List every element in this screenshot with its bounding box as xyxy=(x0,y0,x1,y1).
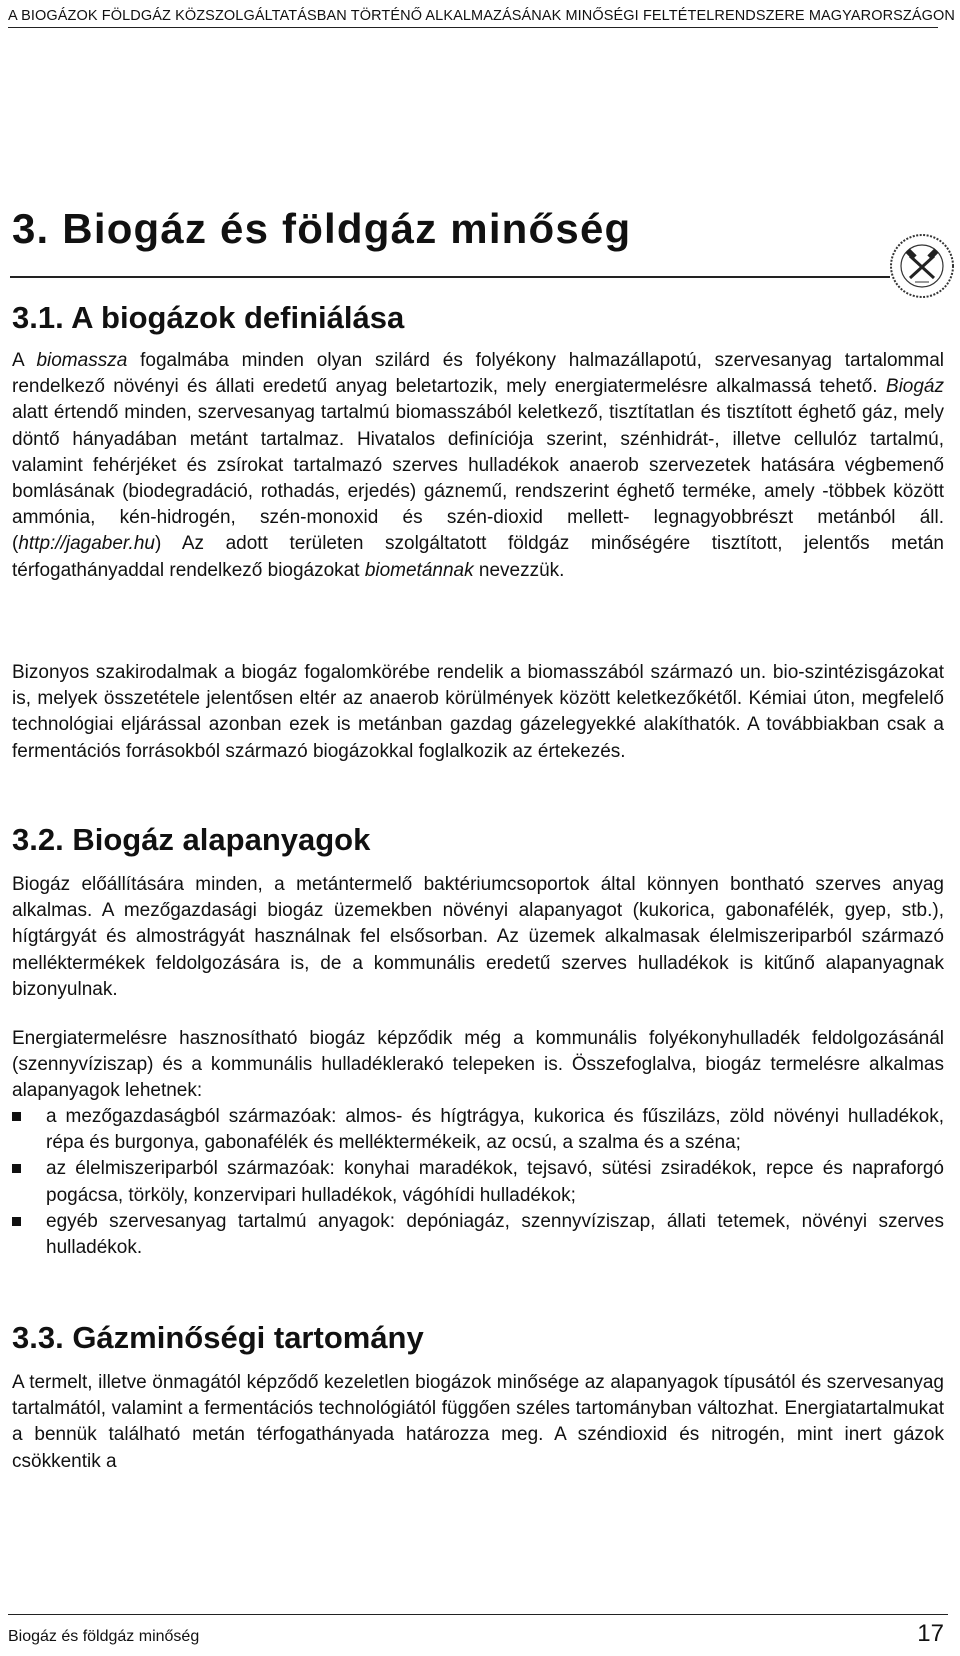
footer-divider xyxy=(8,1614,948,1615)
text-run: A xyxy=(12,350,37,371)
chapter-divider xyxy=(10,276,890,278)
list-item: egyéb szervesanyag tartalmú anyagok: depóniagáz, szennyvíziszap, állati tetemek, növényi szerves hulladékok. xyxy=(12,1209,944,1261)
text-run: alatt értendő minden, szervesanyag tartalmú biomasszából keletkező, tisztítatlan és tisztított éghető gáz, mely döntő hányadában metánt tartalmaz. Hivatalos definíciója szerint, szénhidrát-, illetve cellulóz tartalmú, valamint fehérjéket és zsírokat tartalmazó szerves hulladékok anaerob szervezetek hatására végbemenő bomlásának (biodegradáció, rothadás, erjedés) gáznemű, rendszerint éghető terméke, amely -többek között ammónia, kén-hidrogén, szén-monoxid és szén-dioxid mellett- legnagyobbrészt metánból áll. ( xyxy=(12,402,944,555)
university-seal-icon xyxy=(888,232,956,300)
chapter-title: 3. Biogáz és földgáz minőség xyxy=(12,205,632,252)
term-biomethane: biometánnak xyxy=(364,559,474,581)
footer-chapter-title: Biogáz és földgáz minőség xyxy=(8,1628,200,1645)
paragraph-biogas-definition xyxy=(12,348,944,584)
paragraph-gas-quality-range: A termelt, illetve önmagától képződő kezeletlen biogázok minősége az alapanyagok típusától és szervesanyag tartalmától, valamint a fermentációs technológiától függően széles tartományban változhat. Energiatartalmukat a bennük található metán térfogathányada határozza meg. A széndioxid és nitrogén, mint inert gázok csökkentik a xyxy=(12,1372,944,1472)
text-run: nevezzük. xyxy=(473,559,565,581)
text-run: ) Az adott területen szolgáltatott földgáz minőségére tisztított, jelentős metán térfogathányaddal rendelkező biogázokat xyxy=(12,533,944,581)
section-heading-3-1: 3.1. A biogázok definiálása xyxy=(12,300,405,335)
source-link[interactable]: http://jagaber.hu xyxy=(18,533,155,555)
paragraph-feedstock-summary: Energiatermelésre hasznosítható biogáz képződik még a kommunális folyékonyhulladék feldolgozásánál (szennyvíziszap) és a kommunális hulladéklerakó telepeken is. Összefoglalva, biogáz termelésre alkalmas alapanyagok lehetnek: xyxy=(12,1028,944,1102)
list-item: az élelmiszeriparból származóak: konyhai maradékok, tejsavó, sütési zsiradékok, repce és napraforgó pogácsa, törköly, konzervipari hulladékok, vágóhídi hulladékok; xyxy=(12,1156,944,1208)
running-header: A BIOGÁZOK FÖLDGÁZ KÖZSZOLGÁLTATÁSBAN TÖRTÉNŐ ALKALMAZÁSÁNAK MINŐSÉGI FELTÉTELRENDSZERE MAGYARORSZÁGON xyxy=(8,8,938,28)
bullet-square-icon xyxy=(12,1112,21,1121)
term-biogas: Biogáz xyxy=(885,376,944,398)
text-run: fogalmába minden olyan szilárd és folyékony halmazállapotú, szervesanyag tartalommal rendelkező növényi és állati eredetű anyag beletartozik, mely energiatermelésre alkalmassá tehető. xyxy=(12,350,944,398)
section-heading-3-2: 3.2. Biogáz alapanyagok xyxy=(12,822,371,857)
page-number: 17 xyxy=(917,1620,944,1647)
list-item: a mezőgazdaságból származóak: almos- és hígtrágya, kukorica és fűszilázs, zöld növényi hulladékok, répa és burgonya, gabonafélék és melléktermékeik, az ocsú, a szalma és a széna; xyxy=(12,1104,944,1156)
term-biomass: biomassza xyxy=(36,350,128,371)
bullet-square-icon xyxy=(12,1217,21,1226)
bullet-square-icon xyxy=(12,1164,21,1173)
paragraph-synthesis-gas: Bizonyos szakirodalmak a biogáz fogalomkörébe rendelik a biomasszából származó un. bio-szintézisgázokat is, melyek összetétele jelentősen eltér az anaerob körülmények között keletkezőkétől. Kémiai úton, megfelelő technológiai eljárással azonban ezek is metánban gazdag gázelegyekké alakíthatók. A továbbiakban csak a fermentációs forrásokból származó biogázokkal foglalkozik az értekezés. xyxy=(12,662,944,762)
section-heading-3-3: 3.3. Gázminőségi tartomány xyxy=(12,1320,424,1355)
feedstock-list xyxy=(12,1104,944,1261)
paragraph-feedstock: Biogáz előállítására minden, a metántermelő baktériumcsoportok által könnyen bontható szerves anyag alkalmas. A mezőgazdasági biogáz üzemekben növényi alapanyagot (kukorica, gabonafélék, gyep, stb.), hígtárgyát és almostrágyát használnak fel elsősorban. Az üzemek alkalmasak élelmiszeriparból származó melléktermékek feldolgozására is, de a kommunális eredetű szerves hulladékok is kitűnő alapanyagnak bizonyulnak. xyxy=(12,874,944,1000)
